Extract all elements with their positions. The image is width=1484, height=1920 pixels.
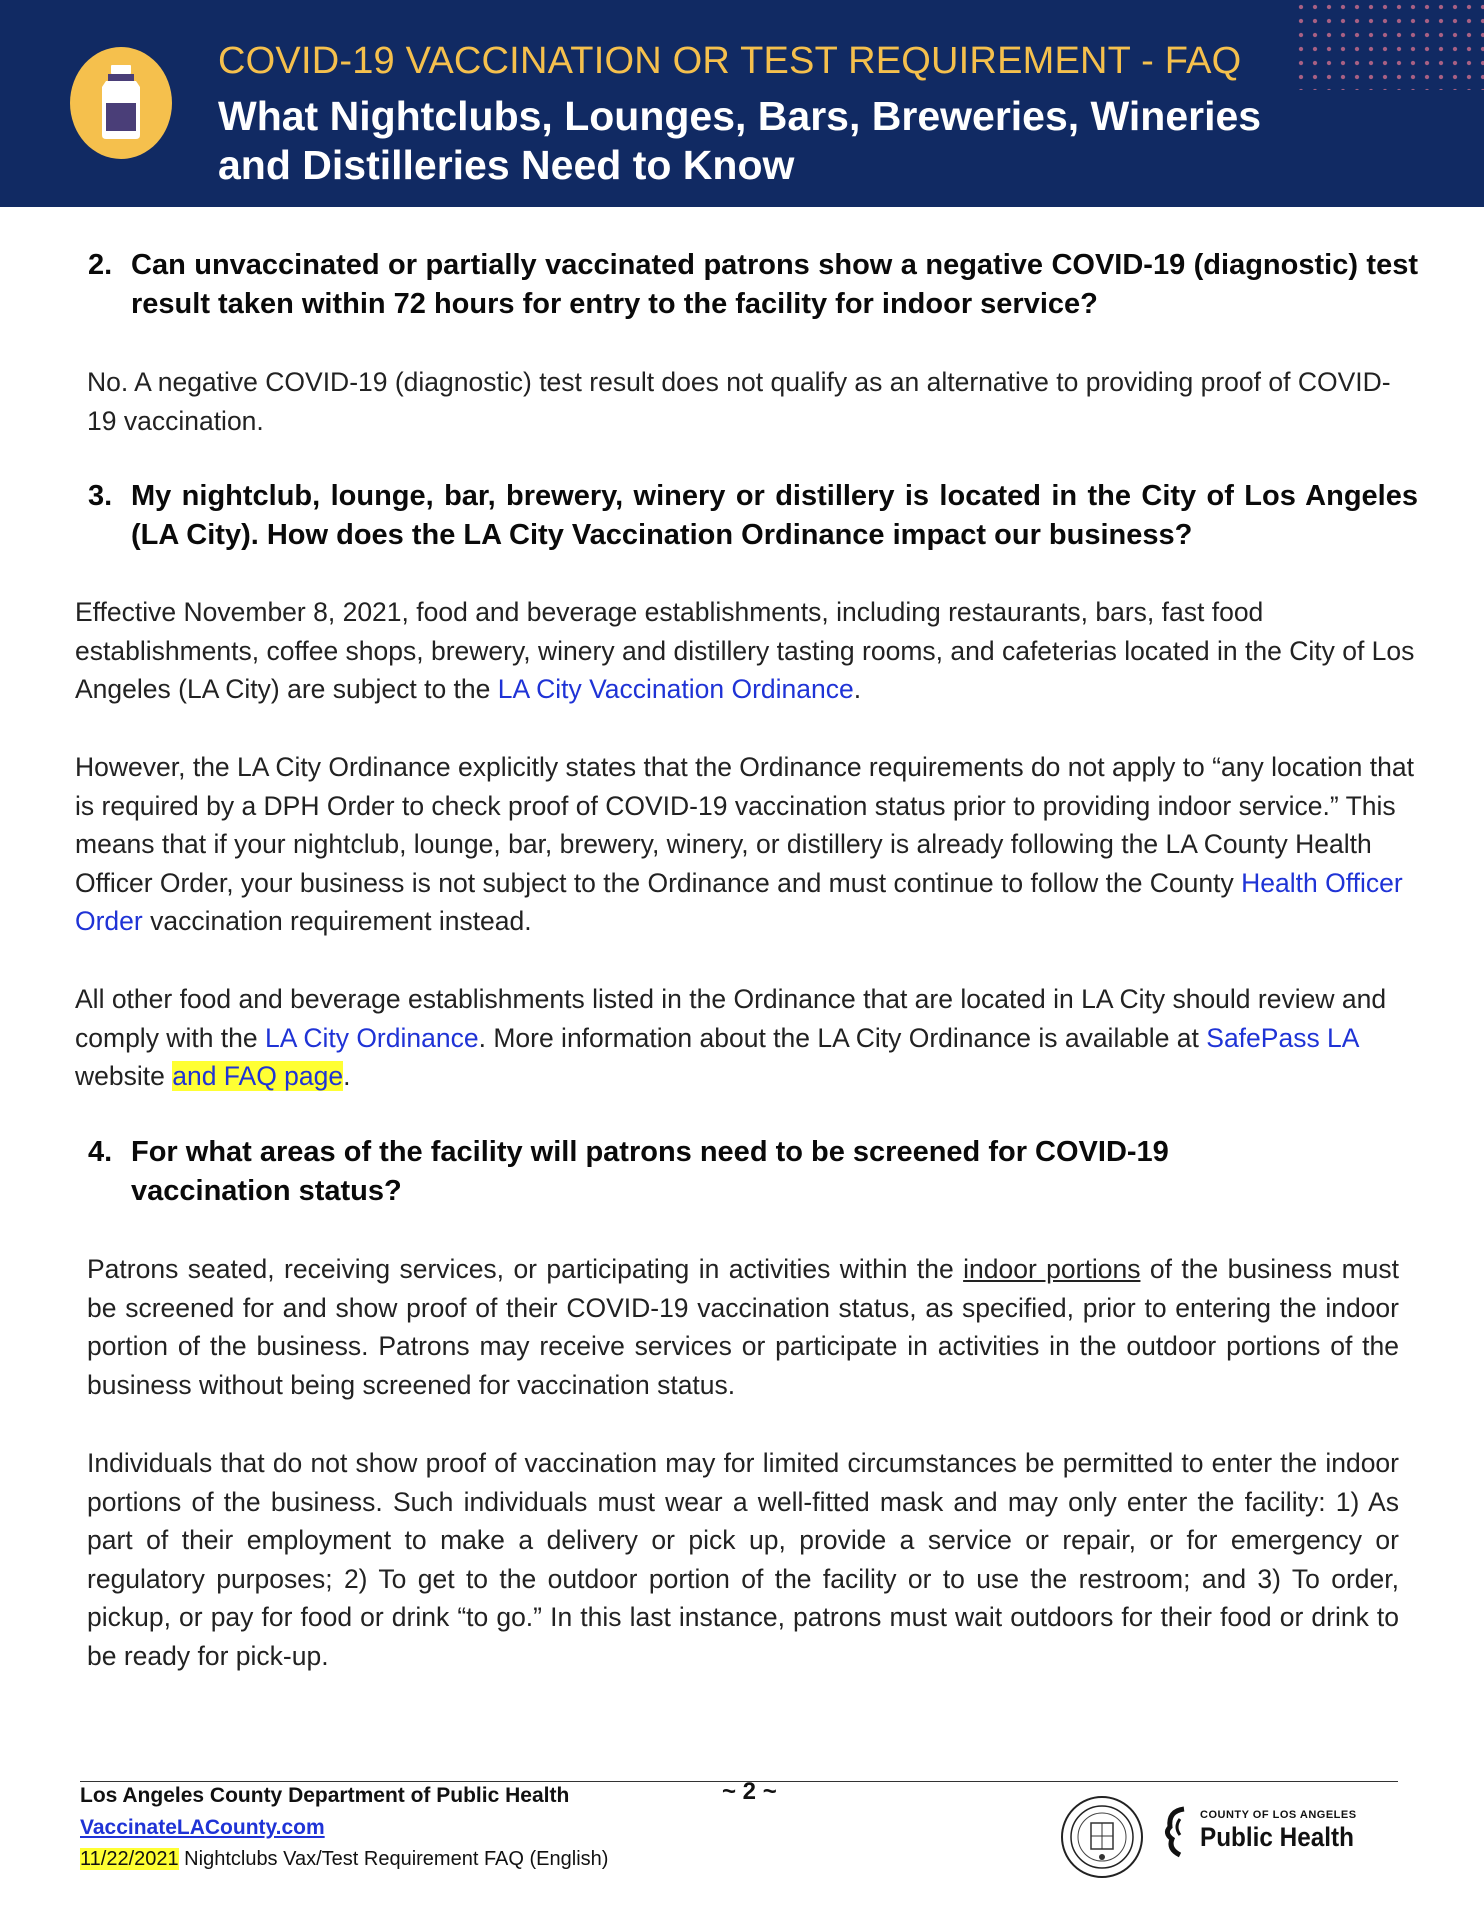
header-subtitle-line2: and Distilleries Need to Know [218, 142, 795, 188]
page-number: ~ 2 ~ [722, 1778, 777, 1805]
health-officer-order-link[interactable]: Health Officer Order [75, 867, 1403, 936]
paragraph-text: website [75, 1061, 173, 1091]
header-banner [0, 0, 1484, 207]
header-subtitle-line1: What Nightclubs, Lounges, Bars, Breweries, Wineries [218, 93, 1262, 139]
paragraph-text: vaccination requirement instead. [142, 906, 532, 936]
question-number: 3. [88, 480, 113, 512]
question-text: Can unvaccinated or partially vaccinated patrons show a negative COVID-19 (diagnostic) test result taken within 72 hours for entry to the facility for indoor service? [131, 249, 1418, 320]
answer-4-paragraph-2: Individuals that do not show proof of vaccination may for limited circumstances be permitted to enter the indoor portions of the business. Such individuals must wear a well-fitted mask and may only enter the facility: 1) As part of their employment to make a delivery or pick up, provide a service or repair, or for emergency or regulatory purposes; 2) To get to the outdoor portion of the facility or to use the restroom; and 3) To order, pickup, or pay for food or drink “to go.” In this last instance, patrons must wait outdoors for their food or drink to be ready for pick-up. [87, 1448, 1399, 1671]
answer-3-paragraph-2 [75, 748, 1415, 941]
footer-organization: Los Angeles County Department of Public Health [80, 1784, 570, 1807]
answer-2: No. A negative COVID-19 (diagnostic) test result does not qualify as an alternative to providing proof of COVID-19 vaccination. [87, 367, 1391, 436]
paragraph-text: Effective November 8, 2021, food and beverage establishments, including restaurants, bars, fast food establishments, coffee shops, brewery, winery and distillery tasting rooms, and cafeterias located in the City of Los Angeles (LA City) are subject to the [75, 597, 1415, 704]
logo-name-text: Public Health [1200, 1822, 1354, 1852]
question-number: 4. [88, 1136, 113, 1168]
safepass-la-link[interactable]: SafePass LA [1206, 1022, 1359, 1053]
answer-4-paragraph-1 [87, 1250, 1399, 1404]
paragraph-text: . [853, 674, 862, 704]
paragraph-text: of the business must be screened for and show proof of their COVID-19 vaccination status, as specified, prior to entering the indoor portion of the business. Patrons may receive services or participate in activities in the outdoor portions of the business without being screened for vaccination status. [87, 1254, 1399, 1400]
paragraph-text: . [343, 1061, 351, 1091]
answer-3-paragraph-3 [75, 980, 1415, 1096]
footer-document-line [80, 1848, 608, 1871]
question-text: My nightclub, lounge, bar, brewery, winery or distillery is located in the City of Los Angeles (LA City). How does the LA City Vaccination Ordinance impact our business? [131, 480, 1418, 551]
footer-document-title: Nightclubs Vax/Test Requirement FAQ (English) [178, 1848, 609, 1870]
footer-website-link[interactable]: VaccinateLACounty.com [80, 1816, 325, 1839]
la-city-vaccination-ordinance-link[interactable]: LA City Vaccination Ordinance [497, 674, 854, 704]
header-title: COVID-19 VACCINATION OR TEST REQUIREMENT - FAQ [218, 40, 1242, 82]
faq-page-link[interactable]: and FAQ page [172, 1061, 344, 1091]
footer-date: 11/22/2021 [80, 1848, 179, 1870]
question-text: For what areas of the facility will patrons need to be screened for COVID-19 vaccination status? [131, 1136, 1169, 1207]
vaccine-vial-icon [70, 47, 172, 159]
decorative-dot-pattern [1294, 0, 1484, 90]
underlined-text: indoor portions [963, 1254, 1141, 1284]
la-city-ordinance-link[interactable]: LA City Ordinance [265, 1022, 479, 1053]
public-health-logo-icon [1160, 1800, 1360, 1860]
answer-3-paragraph-1 [75, 593, 1415, 709]
paragraph-text: However, the LA City Ordinance explicitly states that the Ordinance requirements do not apply to “any location that is required by a DPH Order to check proof of COVID-19 vaccination status prior to providing indoor service.” This means that if your nightclub, lounge, bar, brewery, winery, or distillery is already following the LA County Health Officer Order, your business is not subject to the Ordinance and must continue to follow the County [75, 752, 1414, 898]
question-number: 2. [88, 249, 113, 281]
question-4 [88, 1133, 1418, 1211]
question-2 [88, 246, 1418, 324]
paragraph-text: All other food and beverage establishments listed in the Ordinance that are located in LA City should review and comply with the [75, 984, 1387, 1053]
paragraph-text: Patrons seated, receiving services, or participating in activities within the [87, 1254, 964, 1284]
question-3 [88, 477, 1418, 555]
county-seal-icon [1060, 1795, 1144, 1884]
logo-county-text: COUNTY OF LOS ANGELES [1200, 1809, 1357, 1821]
paragraph-text: . More information about the LA City Ordinance is available at [478, 1022, 1207, 1053]
